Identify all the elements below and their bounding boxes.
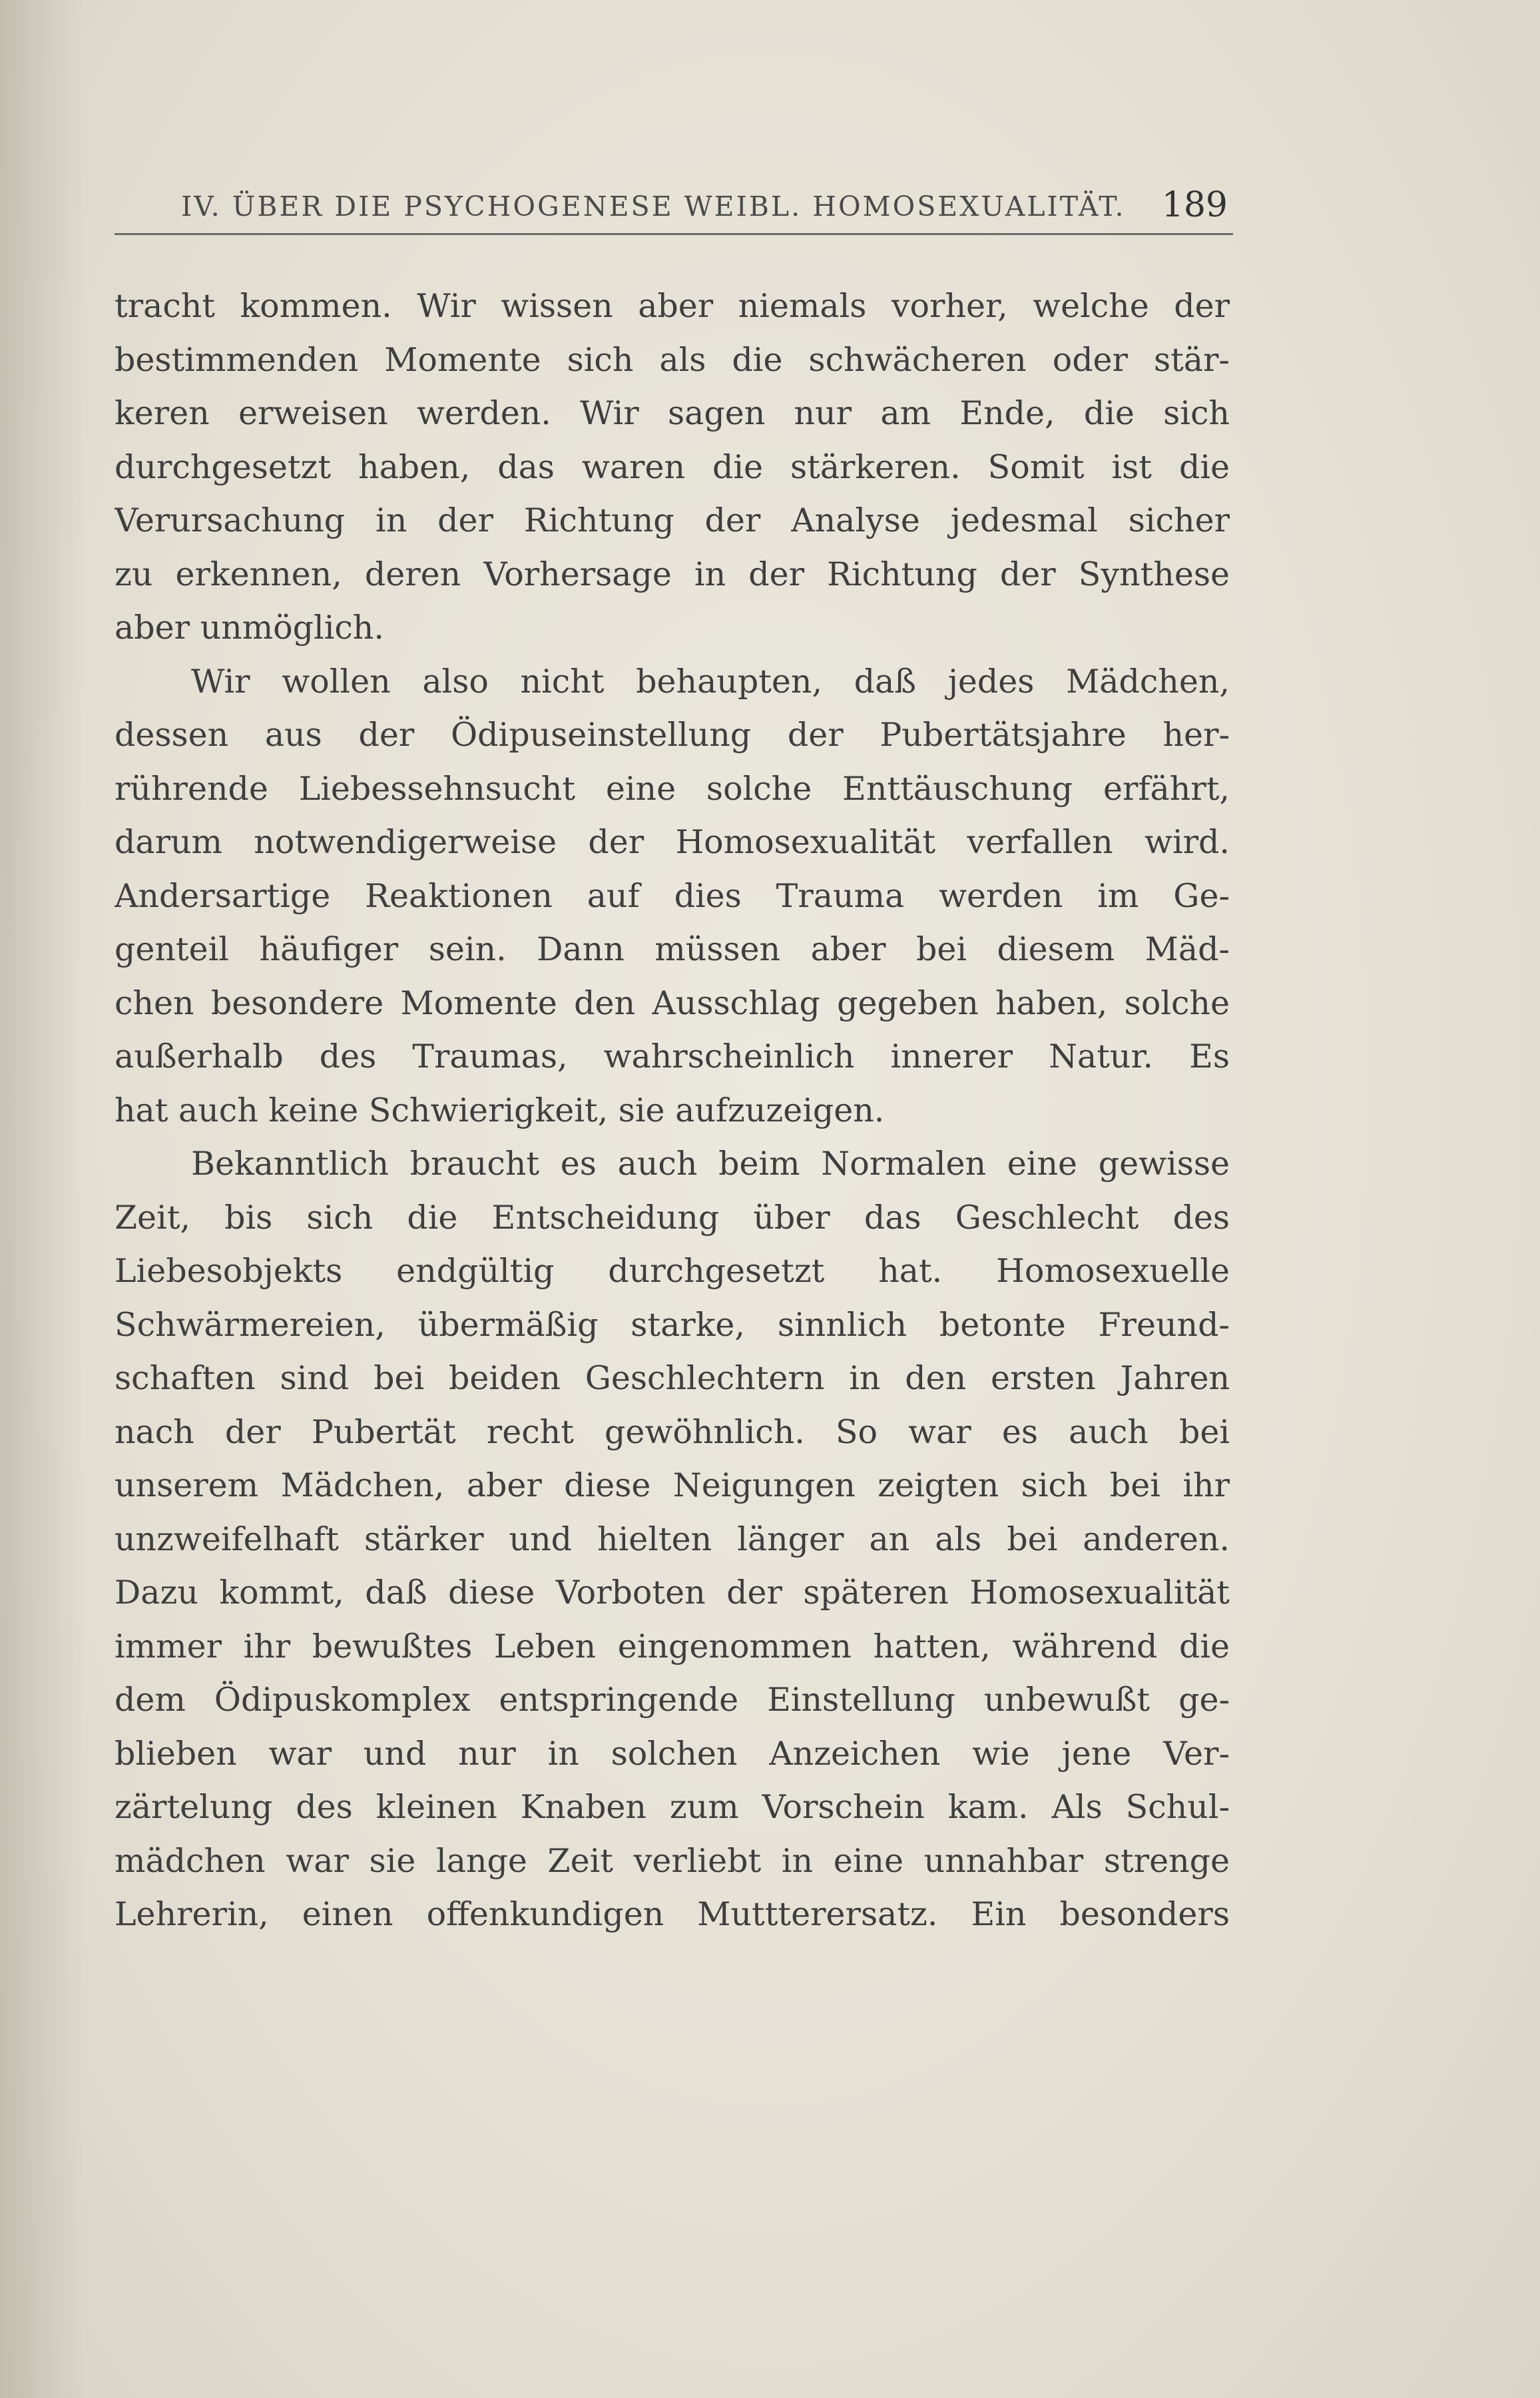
text-line: außerhalb des Traumas, wahrscheinlich innerer Natur. Es (115, 1038, 1230, 1075)
page-header (115, 185, 1233, 232)
text-line: Lehrerin, einen offenkundigen Muttterersatz. Ein besonders (115, 1895, 1230, 1933)
text-line: immer ihr bewußtes Leben eingenommen hatten, während die (115, 1627, 1230, 1665)
text-line: Verursachung in der Richtung der Analyse jedesmal sicher (115, 501, 1230, 539)
header-rule (115, 233, 1233, 235)
text-line: Dazu kommt, daß diese Vorboten der späteren Homosexualität (115, 1574, 1230, 1612)
spine-shadow (0, 0, 87, 2398)
text-line: Zeit, bis sich die Entscheidung über das Geschlecht des (115, 1198, 1230, 1237)
text-line: Liebesobjekts endgültig durchgesetzt hat. Homosexuelle (115, 1252, 1230, 1290)
text-line: schaften sind bei beiden Geschlechtern in den ersten Jahren (115, 1359, 1230, 1397)
text-line: Bekanntlich braucht es auch beim Normalen eine gewisse (191, 1145, 1230, 1183)
text-line: rührende Liebessehnsucht eine solche Enttäuschung erfährt, (115, 769, 1230, 808)
text-line: unzweifelhaft stärker und hielten länger an als bei anderen. (115, 1520, 1230, 1558)
text-line: darum notwendigerweise der Homosexualität verfallen wird. (115, 823, 1230, 861)
text-line: aber unmöglich. (115, 609, 384, 647)
text-line: keren erweisen werden. Wir sagen nur am Ende, die sich (115, 394, 1230, 432)
text-line: tracht kommen. Wir wissen aber niemals vorher, welche der (115, 287, 1230, 325)
running-head: IV. ÜBER DIE PSYCHOGENESE WEIBL. HOMOSEXUALITÄT. (181, 190, 1126, 222)
text-line: Wir wollen also nicht behaupten, daß jedes Mädchen, (191, 662, 1230, 701)
text-line: dessen aus der Ödipuseinstellung der Pubertätsjahre her- (115, 716, 1230, 754)
text-line: unserem Mädchen, aber diese Neigungen zeigten sich bei ihr (115, 1466, 1230, 1504)
text-line: nach der Pubertät recht gewöhnlich. So war es auch bei (115, 1412, 1230, 1451)
body-text (115, 280, 1230, 1942)
text-line: bestimmenden Momente sich als die schwächeren oder stär- (115, 340, 1230, 379)
text-line: zu erkennen, deren Vorhersage in der Richtung der Synthese (115, 555, 1230, 593)
text-line: hat auch keine Schwierigkeit, sie aufzuzeigen. (115, 1091, 885, 1129)
page-number: 189 (1161, 185, 1228, 225)
text-line: durchgesetzt haben, das waren die stärkeren. Somit ist die (115, 448, 1230, 486)
text-line: zärtelung des kleinen Knaben zum Vorschein kam. Als Schul- (115, 1788, 1230, 1826)
text-line: dem Ödipuskomplex entspringende Einstellung unbewußt ge- (115, 1681, 1230, 1719)
text-line: genteil häufiger sein. Dann müssen aber bei diesem Mäd- (115, 930, 1230, 968)
text-line: Andersartige Reaktionen auf dies Trauma werden im Ge- (115, 876, 1230, 915)
text-line: Schwärmereien, übermäßig starke, sinnlich betonte Freund- (115, 1305, 1230, 1344)
text-line: mädchen war sie lange Zeit verliebt in eine unnahbar strenge (115, 1841, 1230, 1880)
text-line: chen besondere Momente den Ausschlag gegeben haben, solche (115, 984, 1230, 1022)
text-line: blieben war und nur in solchen Anzeichen wie jene Ver- (115, 1734, 1230, 1773)
